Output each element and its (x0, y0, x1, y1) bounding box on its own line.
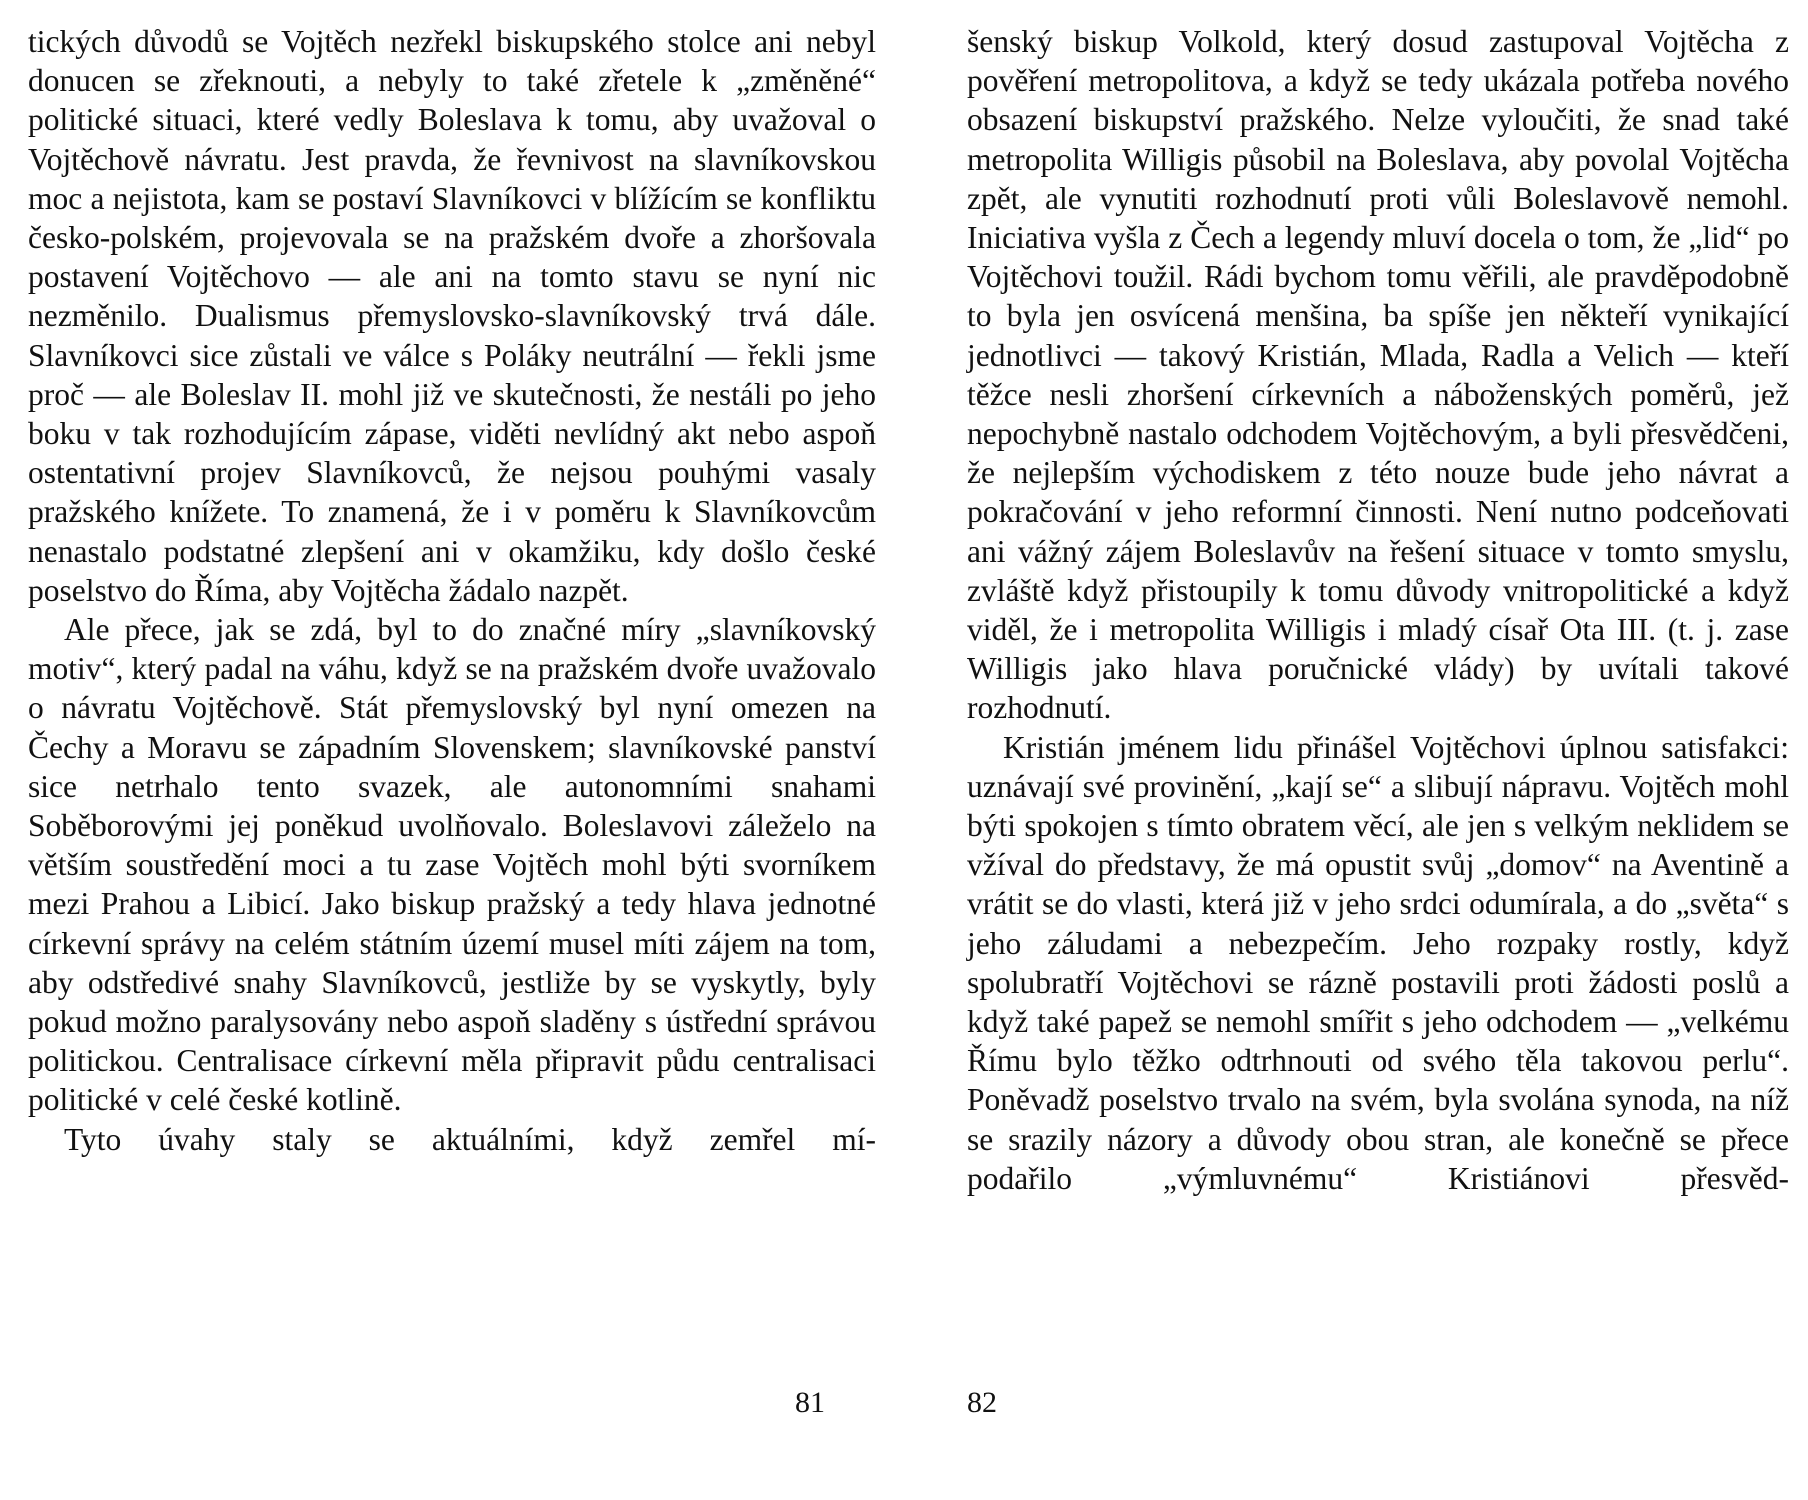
left-page-number: 81 (795, 1386, 825, 1419)
left-paragraph-1: tických důvodů se Vojtěch nezřekl biskupského stolce ani nebyl donucen se zřeknouti, a nebyly to také zřetele k „změněné“ politické situaci, které vedly Boleslava k tomu, aby uvažoval o Vojtěchově návratu. Jest pravda, že řevnivost na slavníkovskou moc a nejistota, kam se postaví Slavníkovci v blížícím se konfliktu česko-polském, projevovala se na pražském dvoře a zhoršovala postavení Vojtěchovo — ale ani na tomto stavu se nyní nic nezměnilo. Dualismus přemyslovsko-slavníkovský trvá dále. Slavníkovci sice zůstali ve válce s Poláky neutrální — řekli jsme proč — ale Boleslav II. mohl již ve skutečnosti, že nestáli po jeho boku v tak rozhodujícím zápase, viděti nevlídný akt nebo aspoň ostentativní projev Slavníkovců, že nejsou pouhými vasaly pražského knížete. To znamená, že i v poměru k Slavníkovcům nenastalo podstatné zlepšení ani v okamžiku, kdy došlo české poselstvo do Říma, aby Vojtěcha žádalo nazpět. (28, 24, 876, 608)
right-paragraph-1: šenský biskup Volkold, který dosud zastupoval Vojtěcha z pověření metropolitova, a když se tedy ukázala potřeba nového obsazení biskupství pražského. Nelze vyloučiti, že snad také metropolita Willigis působil na Boleslava, aby povolal Vojtěcha zpět, ale vynutiti rozhodnutí proti vůli Boleslavově nemohl. Iniciativa vyšla z Čech a legendy mluví docela o tom, že „lid“ po Vojtěchovi toužil. Rádi bychom tomu věřili, ale pravděpodobně to byla jen osvícená menšina, ba spíše jen někteří vynikající jednotlivci — takový Kristián, Mlada, Radla a Velich — kteří těžce nesli zhoršení církevních a náboženských poměrů, jež nepochybně nastalo odchodem Vojtěchovým, a byli přesvědčeni, že nejlepším východiskem z této nouze bude jeho návrat a pokračování v jeho reformní činnosti. Není nutno podceňovati ani vážný zájem Boleslavův na řešení situace v tomto smyslu, zvláště když přistoupily k tomu důvody vnitropolitické a když viděl, že i metropolita Willigis i mladý císař Ota III. (t. j. zase Willigis jako hlava poručnické vlády) by uvítali takové rozhodnutí. (967, 24, 1789, 726)
left-paragraph-2: Ale přece, jak se zdá, byl to do značné míry „slavníkovský motiv“, který padal na váhu, když se na pražském dvoře uvažovalo o návratu Vojtěchově. Stát přemyslovský byl nyní omezen na Čechy a Moravu se západním Slovenskem; slavníkovské panství sice netrhalo tento svazek, ale autonomními snahami Soběborovými jej poněkud uvolňovalo. Boleslavovi záleželo na větším soustředění moci a tu zase Vojtěch mohl býti svorníkem mezi Prahou a Libicí. Jako biskup pražský a tedy hlava jednotné církevní správy na celém státním území musel míti zájem na tom, aby odstředivé snahy Slavníkovců, jestliže by se vyskytly, byly pokud možno paralysovány nebo aspoň sladěny s ústřední správou politickou. Centralisace církevní měla připravit půdu centralisaci politické v celé české kotlině. (28, 612, 876, 1118)
right-page (967, 22, 1789, 1198)
left-page (28, 22, 876, 1159)
right-paragraph-2: Kristián jménem lidu přinášel Vojtěchovi úplnou satisfakci: uznávají své provinění, „kají se“ a slibují nápravu. Vojtěch mohl býti spokojen s tímto obratem věcí, ale jen s velkým neklidem se vžíval do představy, že má opustit svůj „domov“ na Aventině a vrátit se do vlasti, která již v jeho srdci odumírala, a do „světa“ s jeho záludami a nebezpečím. Jeho rozpaky rostly, když spolubratří Vojtěchovi se rázně postavili proti žádosti poslů a když také papež se nemohl smířit s jeho odchodem — „velkému Římu bylo těžko odtrhnouti od svého těla takovou perlu“. Poněvadž poselstvo trvalo na svém, byla svolána synoda, na níž se srazily názory a důvody obou stran, ale konečně se přece podařilo „výmluvnému“ Kristiánovi přesvěd- (967, 729, 1789, 1196)
left-paragraph-3: Tyto úvahy staly se aktuálními, když zemřel mí- (64, 1121, 876, 1157)
right-page-number: 82 (967, 1386, 997, 1419)
